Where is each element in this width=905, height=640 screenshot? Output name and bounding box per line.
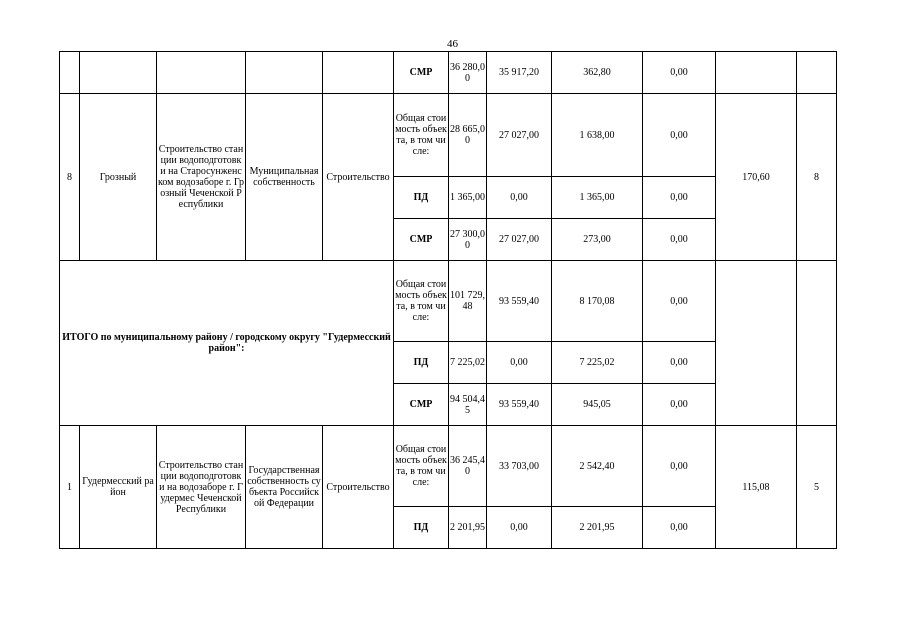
total-cost-cell: 36 245,40 (449, 426, 487, 507)
table-row (60, 261, 837, 342)
table-row (60, 94, 837, 177)
regional-cost-cell: 2 201,95 (552, 507, 643, 549)
year-cell: 8 (797, 94, 837, 261)
cost-label-cell: ПД (394, 507, 449, 549)
page-number: 46 (447, 38, 458, 50)
federal-cost-cell: 27 027,00 (487, 94, 552, 177)
row-index (60, 52, 80, 94)
cost-label-cell: ПД (394, 177, 449, 219)
total-cost-cell: 28 665,00 (449, 94, 487, 177)
budget-table (59, 51, 837, 549)
local-cost-cell: 0,00 (643, 52, 716, 94)
local-cost-cell: 0,00 (643, 261, 716, 342)
object-cell: Строительство станции водоподготовки на водозаборе г. Гудермес Чеченской Республики (157, 426, 246, 549)
cost-label-cell: Общая стоимость объекта, в том числе: (394, 261, 449, 342)
cost-label-cell: Общая стоимость объекта, в том числе: (394, 426, 449, 507)
federal-cost-cell: 0,00 (487, 177, 552, 219)
capacity-cell (716, 52, 797, 94)
total-cost-cell: 36 280,00 (449, 52, 487, 94)
federal-cost-cell: 35 917,20 (487, 52, 552, 94)
subtotal-label: ИТОГО по муниципальному району / городскому округу "Гудермесский район": (60, 261, 394, 426)
row-index: 8 (60, 94, 80, 261)
regional-cost-cell: 1 638,00 (552, 94, 643, 177)
regional-cost-cell: 273,00 (552, 219, 643, 261)
federal-cost-cell: 33 703,00 (487, 426, 552, 507)
work-type-cell: Строительство (323, 426, 394, 549)
regional-cost-cell: 7 225,02 (552, 342, 643, 384)
regional-cost-cell: 1 365,00 (552, 177, 643, 219)
ownership-cell: Муниципальная собственность (246, 94, 323, 261)
total-cost-cell: 94 504,45 (449, 384, 487, 426)
municipality-cell: Грозный (80, 94, 157, 261)
local-cost-cell: 0,00 (643, 342, 716, 384)
federal-cost-cell: 93 559,40 (487, 261, 552, 342)
capacity-cell: 115,08 (716, 426, 797, 549)
local-cost-cell: 0,00 (643, 384, 716, 426)
federal-cost-cell: 93 559,40 (487, 384, 552, 426)
local-cost-cell: 0,00 (643, 426, 716, 507)
object-cell: Строительство станции водоподготовки на Старосунженском водозаборе г. Грозный Чеченской Республики (157, 94, 246, 261)
capacity-cell: 170,60 (716, 94, 797, 261)
year-cell (797, 52, 837, 94)
federal-cost-cell: 0,00 (487, 507, 552, 549)
ownership-cell (246, 52, 323, 94)
cost-label-cell: СМР (394, 384, 449, 426)
total-cost-cell: 101 729,48 (449, 261, 487, 342)
work-type-cell: Строительство (323, 94, 394, 261)
total-cost-cell: 27 300,00 (449, 219, 487, 261)
municipality-cell (80, 52, 157, 94)
regional-cost-cell: 8 170,08 (552, 261, 643, 342)
municipality-cell: Гудермесский район (80, 426, 157, 549)
work-type-cell (323, 52, 394, 94)
local-cost-cell: 0,00 (643, 94, 716, 177)
federal-cost-cell: 27 027,00 (487, 219, 552, 261)
year-cell: 5 (797, 426, 837, 549)
cost-label-cell: СМР (394, 219, 449, 261)
regional-cost-cell: 945,05 (552, 384, 643, 426)
cost-label-cell: СМР (394, 52, 449, 94)
regional-cost-cell: 362,80 (552, 52, 643, 94)
table-row (60, 52, 837, 94)
local-cost-cell: 0,00 (643, 177, 716, 219)
total-cost-cell: 1 365,00 (449, 177, 487, 219)
row-index: 1 (60, 426, 80, 549)
regional-cost-cell: 2 542,40 (552, 426, 643, 507)
ownership-cell: Государственная собственность субъекта Российской Федерации (246, 426, 323, 549)
local-cost-cell: 0,00 (643, 219, 716, 261)
cost-label-cell: ПД (394, 342, 449, 384)
total-cost-cell: 7 225,02 (449, 342, 487, 384)
object-cell (157, 52, 246, 94)
federal-cost-cell: 0,00 (487, 342, 552, 384)
local-cost-cell: 0,00 (643, 507, 716, 549)
cost-label-cell: Общая стоимость объекта, в том числе: (394, 94, 449, 177)
year-cell (797, 261, 837, 426)
capacity-cell (716, 261, 797, 426)
total-cost-cell: 2 201,95 (449, 507, 487, 549)
table-row (60, 426, 837, 507)
